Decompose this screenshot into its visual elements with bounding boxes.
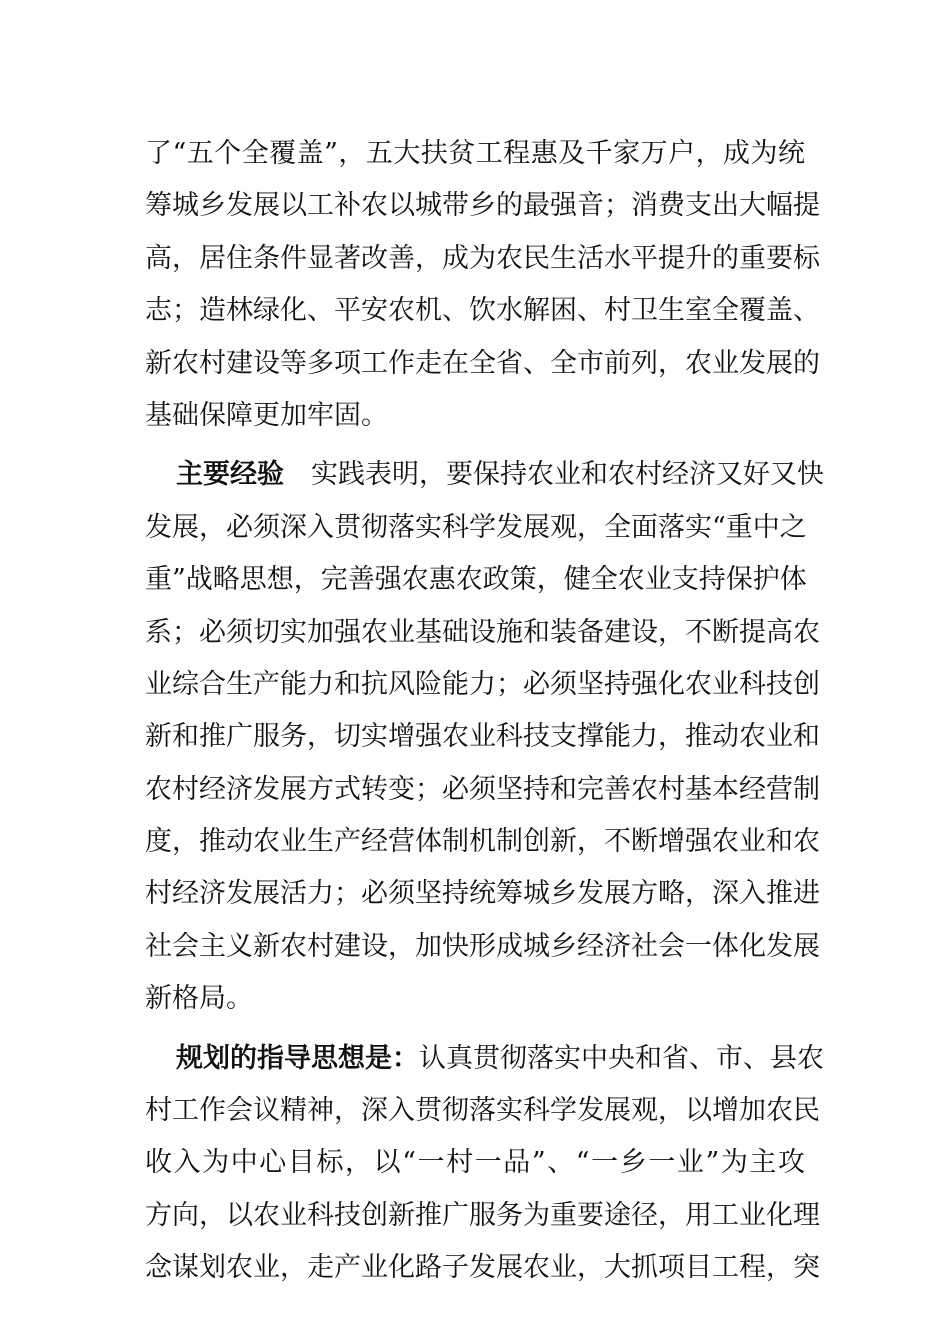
- text-line: 农村经济发展方式转变；必须坚持和完善农村基本经营制: [145, 773, 820, 805]
- text-line: 系；必须切实加强农业基础设施和装备建设，不断提高农: [145, 616, 820, 648]
- text-line: 社会主义新农村建设，加快形成城乡经济社会一体化发展: [145, 930, 820, 962]
- paragraph-main-experience: [145, 449, 824, 1025]
- text-run: 实践表明，要保持农业和农村经济又好又快: [311, 459, 824, 491]
- text-line: 新格局。: [145, 983, 253, 1015]
- document-body: [145, 128, 824, 1295]
- paragraph-achievements: [145, 128, 820, 442]
- text-line: 村经济发展活力；必须坚持统筹城乡发展方略，深入推进: [145, 878, 820, 910]
- text-line: 新农村建设等多项工作走在全省、全市前列，农业发展的: [145, 347, 820, 379]
- text-line: 高，居住条件显著改善，成为农民生活水平提升的重要标: [145, 242, 820, 274]
- text-line: 基础保障更加牢固。: [145, 399, 388, 431]
- text-line: 新和推广服务，切实增强农业科技支撑能力，推动农业和: [145, 721, 820, 753]
- text-line: 念谋划农业，走产业化路子发展农业，大抓项目工程，突: [145, 1252, 820, 1284]
- text-line: 村工作会议精神，深入贯彻落实科学发展观，以增加农民: [145, 1095, 820, 1127]
- text-line: 收入为中心目标，以“一村一品”、“一乡一业”为主攻: [145, 1147, 805, 1179]
- text-line: 业综合生产能力和抗风险能力；必须坚持强化农业科技创: [145, 668, 820, 700]
- text-line: [145, 1033, 824, 1085]
- paragraph-guiding-ideology: [145, 1033, 824, 1295]
- text-line: 重”战略思想，完善强农惠农政策，健全农业支持保护体: [145, 564, 807, 596]
- text-run: 认真贯彻落实中央和省、市、县农: [419, 1042, 824, 1074]
- section-heading-guiding-ideology: 规划的指导思想是：: [176, 1042, 419, 1074]
- text-line: 筹城乡发展以工补农以城带乡的最强音；消费支出大幅提: [145, 190, 820, 222]
- text-line: 志；造林绿化、平安农机、饮水解困、村卫生室全覆盖、: [145, 295, 820, 327]
- text-line: 发展，必须深入贯彻落实科学发展观，全面落实“重中之: [145, 511, 807, 543]
- text-line: 了“五个全覆盖”，五大扶贫工程惠及千家万户，成为统: [145, 138, 805, 169]
- section-heading-main-experience: 主要经验: [176, 459, 284, 491]
- text-line: [145, 449, 824, 501]
- text-line: 方向，以农业科技创新推广服务为重要途径，用工业化理: [145, 1199, 820, 1231]
- text-line: 度，推动农业生产经营体制机制创新，不断增强农业和农: [145, 826, 820, 858]
